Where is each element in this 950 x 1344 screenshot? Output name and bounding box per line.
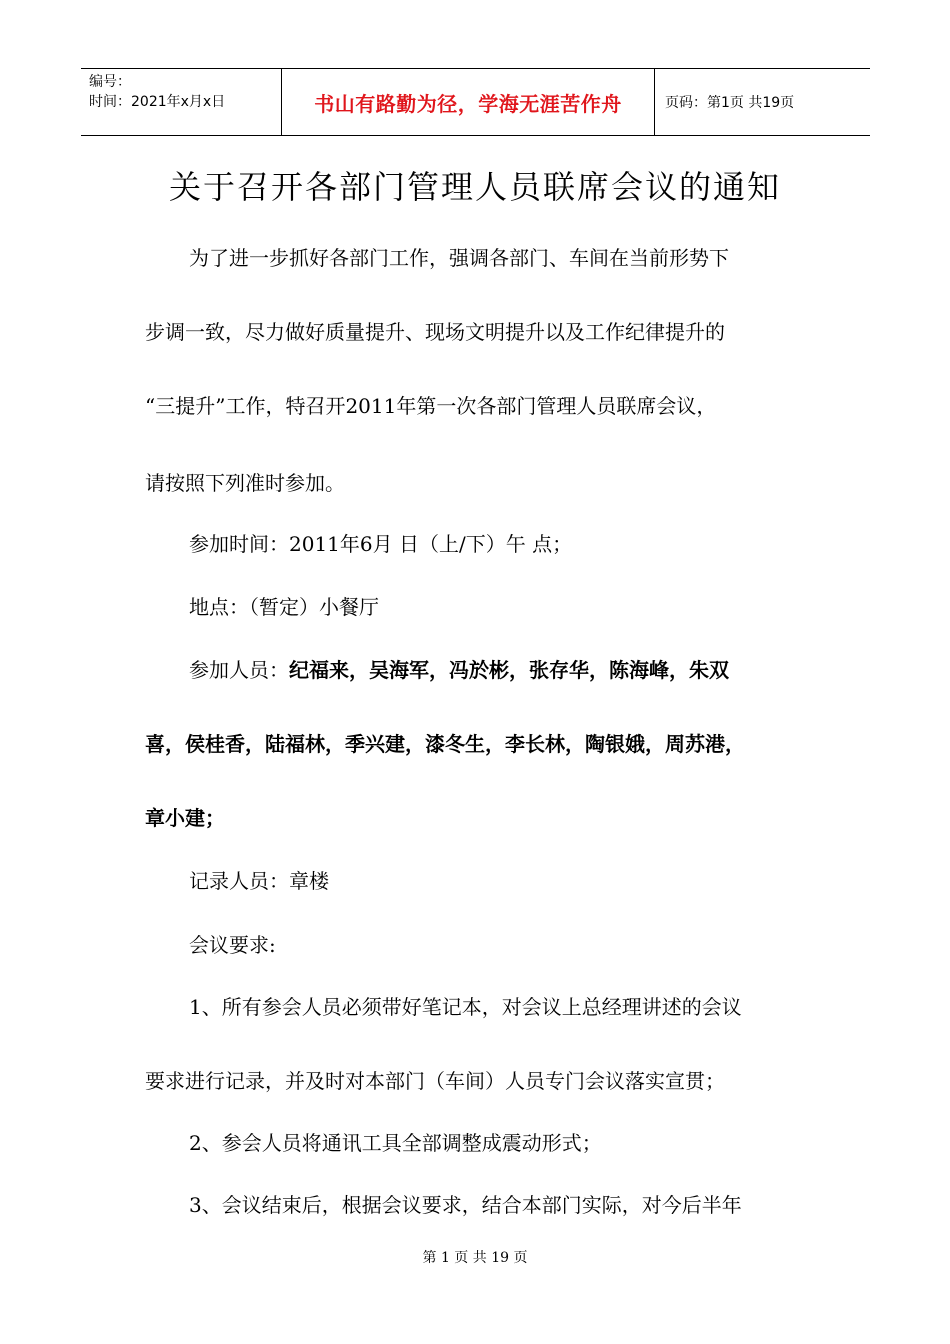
- paragraph-line: “三提升”工作，特召开2011年第一次各部门管理人员联席会议，: [145, 394, 717, 418]
- recorder-line: 记录人员：章楼: [189, 869, 329, 893]
- attendees-names-line: 喜，侯桂香，陆福林，季兴建，漆冬生，李长林，陶银娥，周苏港，: [145, 732, 745, 756]
- document-header: [81, 68, 870, 136]
- number-label: 编号：: [89, 74, 131, 90]
- page-info-text: 页码：第1页 共19页: [665, 95, 795, 111]
- requirement-item: 2、参会人员将通讯工具全部调整成震动形式；: [189, 1131, 602, 1155]
- paragraph-line: 步调一致，尽力做好质量提升、现场文明提升以及工作纪律提升的: [145, 320, 725, 344]
- header-motto-cell: [281, 69, 655, 135]
- attendees-line: [145, 654, 854, 683]
- page-footer: 第 1 页 共 19 页: [422, 1250, 528, 1266]
- date-label: 时间：2021年x月x日: [89, 94, 226, 110]
- document-title: 关于召开各部门管理人员联席会议的通知: [168, 168, 781, 206]
- paragraph-line: 为了进一步抓好各部门工作，强调各部门、车间在当前形势下: [189, 246, 729, 270]
- requirement-item: 3、会议结束后，根据会议要求，结合本部门实际，对今后半年: [189, 1193, 742, 1217]
- attendees-names: 纪福来，吴海军，冯於彬，张存华，陈海峰，朱双: [289, 658, 729, 682]
- header-meta: [81, 69, 281, 135]
- requirement-item-cont: 要求进行记录，并及时对本部门（车间）人员专门会议落实宣贯；: [145, 1069, 725, 1093]
- paragraph-line: 请按照下列准时参加。: [145, 471, 345, 495]
- motto-text: 书山有路勤为径，学海无涯苦作舟: [314, 91, 622, 116]
- meeting-time: 参加时间：2011年6月 日（上/下）午 点；: [189, 532, 573, 556]
- requirements-label: 会议要求:: [189, 933, 276, 957]
- header-page-info: [655, 69, 870, 135]
- requirement-item: 1、所有参会人员必须带好笔记本，对会议上总经理讲述的会议: [189, 995, 742, 1019]
- attendees-names-line: 章小建；: [145, 806, 225, 830]
- meeting-place: 地点：（暂定）小餐厅: [189, 595, 379, 619]
- attendees-label: 参加人员：: [189, 658, 289, 682]
